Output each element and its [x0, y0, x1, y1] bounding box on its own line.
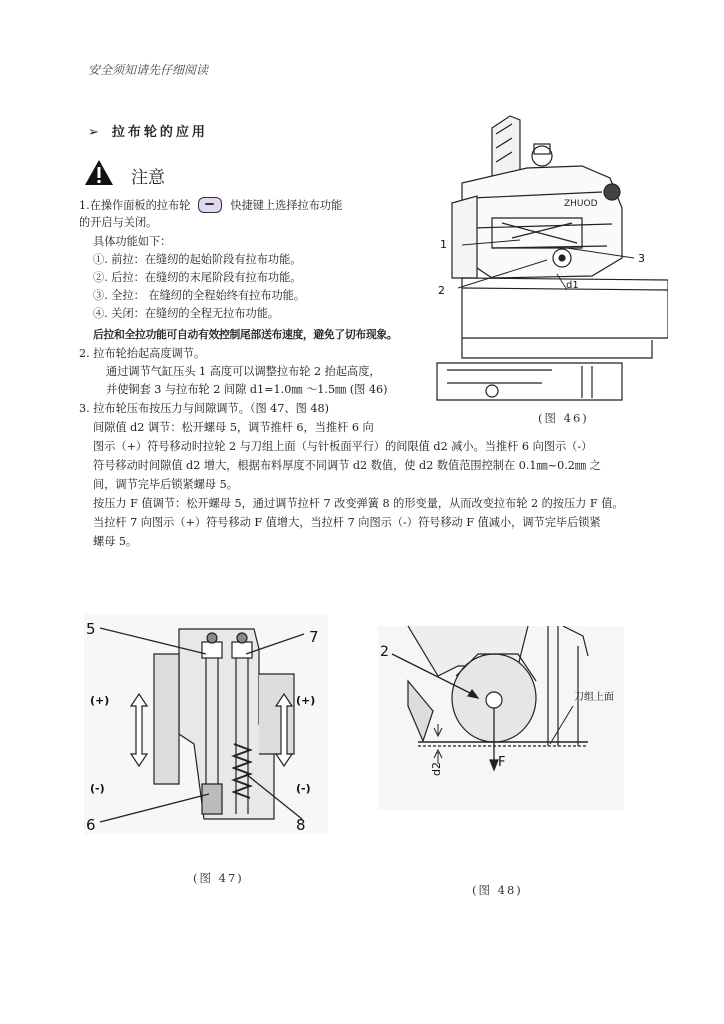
figure-47-adjuster-diagram: [84, 614, 328, 834]
figure-46-machine-diagram: [432, 108, 668, 408]
func-off: ④. 关闭：在缝纫的全程无拉布功能。: [93, 307, 280, 320]
item1-pre: 1.在操作面板的拉布轮: [79, 199, 191, 212]
fig46-label-d1: d1: [566, 280, 579, 291]
item3-title: 3. 拉布轮压布按压力与间隙调节。（图 47、图 48): [79, 402, 329, 415]
item2-line2: 并使铜套 3 与拉布轮 2 间隙 d1=1.0㎜ ～1.5㎜ (图 46): [106, 383, 388, 396]
figure-48-wheel-diagram: [378, 626, 624, 810]
item1-post: 快捷键上选择拉布功能: [230, 199, 343, 212]
figure-46-caption: (图 46): [538, 411, 589, 425]
warning-label: 注意: [131, 168, 165, 188]
fig47-label-7: 7: [309, 628, 319, 646]
item2-title: 2. 拉布轮抬起高度调节。: [79, 347, 206, 360]
fig46-label-3: 3: [638, 252, 645, 265]
page-header: 安全须知请先仔细阅读: [88, 63, 209, 77]
func-front: ①. 前拉：在缝纫的起始阶段有拉布功能。: [93, 253, 302, 266]
item1-line1: [79, 197, 342, 215]
fig47-label-6: 6: [86, 816, 96, 834]
figure-48-caption: (图 48): [472, 883, 523, 897]
fig47-label-8: 8: [296, 816, 306, 834]
item3-line2: 图示（+）符号移动时拉轮 2 与刀组上面（与针板面平行）的间限值 d2 减小。当推杆 6 向图示（-）: [93, 440, 593, 453]
fig48-label-d2: d2: [430, 762, 443, 776]
fig48-label-blade: 刀组上面: [574, 692, 614, 703]
func-rear: ②. 后拉：在缝纫的末尾阶段有拉布功能。: [93, 271, 302, 284]
item3-line1: 间隙值 d2 调节：松开螺母 5，调节推杆 6，当推杆 6 向: [93, 421, 374, 434]
fig47-minus-right: (-): [296, 782, 311, 795]
item1-line2: 的开启与关闭。: [79, 216, 158, 229]
item3-line7: 螺母 5。: [93, 535, 138, 548]
item3-line4: 间，调节完毕后锁紧螺母 5。: [93, 478, 238, 491]
fig47-label-5: 5: [86, 620, 96, 638]
item2-line1: 通过调节气缸压头 1 高度可以调整拉布轮 2 抬起高度，: [106, 365, 381, 378]
func-full: ③. 全拉： 在缝纫的全程始终有拉布功能。: [93, 289, 306, 302]
fig46-label-2: 2: [438, 284, 445, 297]
pull-wheel-key-icon: [198, 197, 222, 213]
section-title: [88, 121, 208, 140]
func-intro: 具体功能如下：: [93, 235, 172, 248]
bold-note: 后拉和全拉功能可自动有效控制尾部送布速度，避免了切布现象。: [93, 328, 398, 341]
item3-line3: 符号移动时间隙值 d2 增大，根据布料厚度不同调节 d2 数值，使 d2 数值范围控制在 0.1㎜~0.2㎜ 之: [93, 459, 601, 472]
fig47-plus-right: (+): [296, 694, 316, 707]
item3-line5: 按压力 F 值调节：松开螺母 5，通过调节拉杆 7 改变弹簧 8 的形变量，从而改变拉布轮 2 的按压力 F 值。: [93, 497, 624, 510]
fig48-label-F: F: [498, 755, 506, 770]
section-title-text: 拉布轮的应用: [111, 125, 208, 140]
fig46-label-1: 1: [440, 238, 447, 251]
figure-47-caption: (图 47): [193, 871, 244, 885]
bullet-arrow-icon: ➢: [88, 125, 102, 140]
warning-icon: [84, 159, 114, 186]
fig47-plus-left: (+): [90, 694, 110, 707]
fig48-label-2: 2: [380, 644, 389, 660]
fig47-minus-left: (-): [90, 782, 105, 795]
item3-line6: 当拉杆 7 向图示（+）符号移动 F 值增大，当拉杆 7 向图示（-）符号移动 F 值减小，调节完毕后锁紧: [93, 516, 601, 529]
brand-text: ZHUOD: [564, 199, 598, 209]
